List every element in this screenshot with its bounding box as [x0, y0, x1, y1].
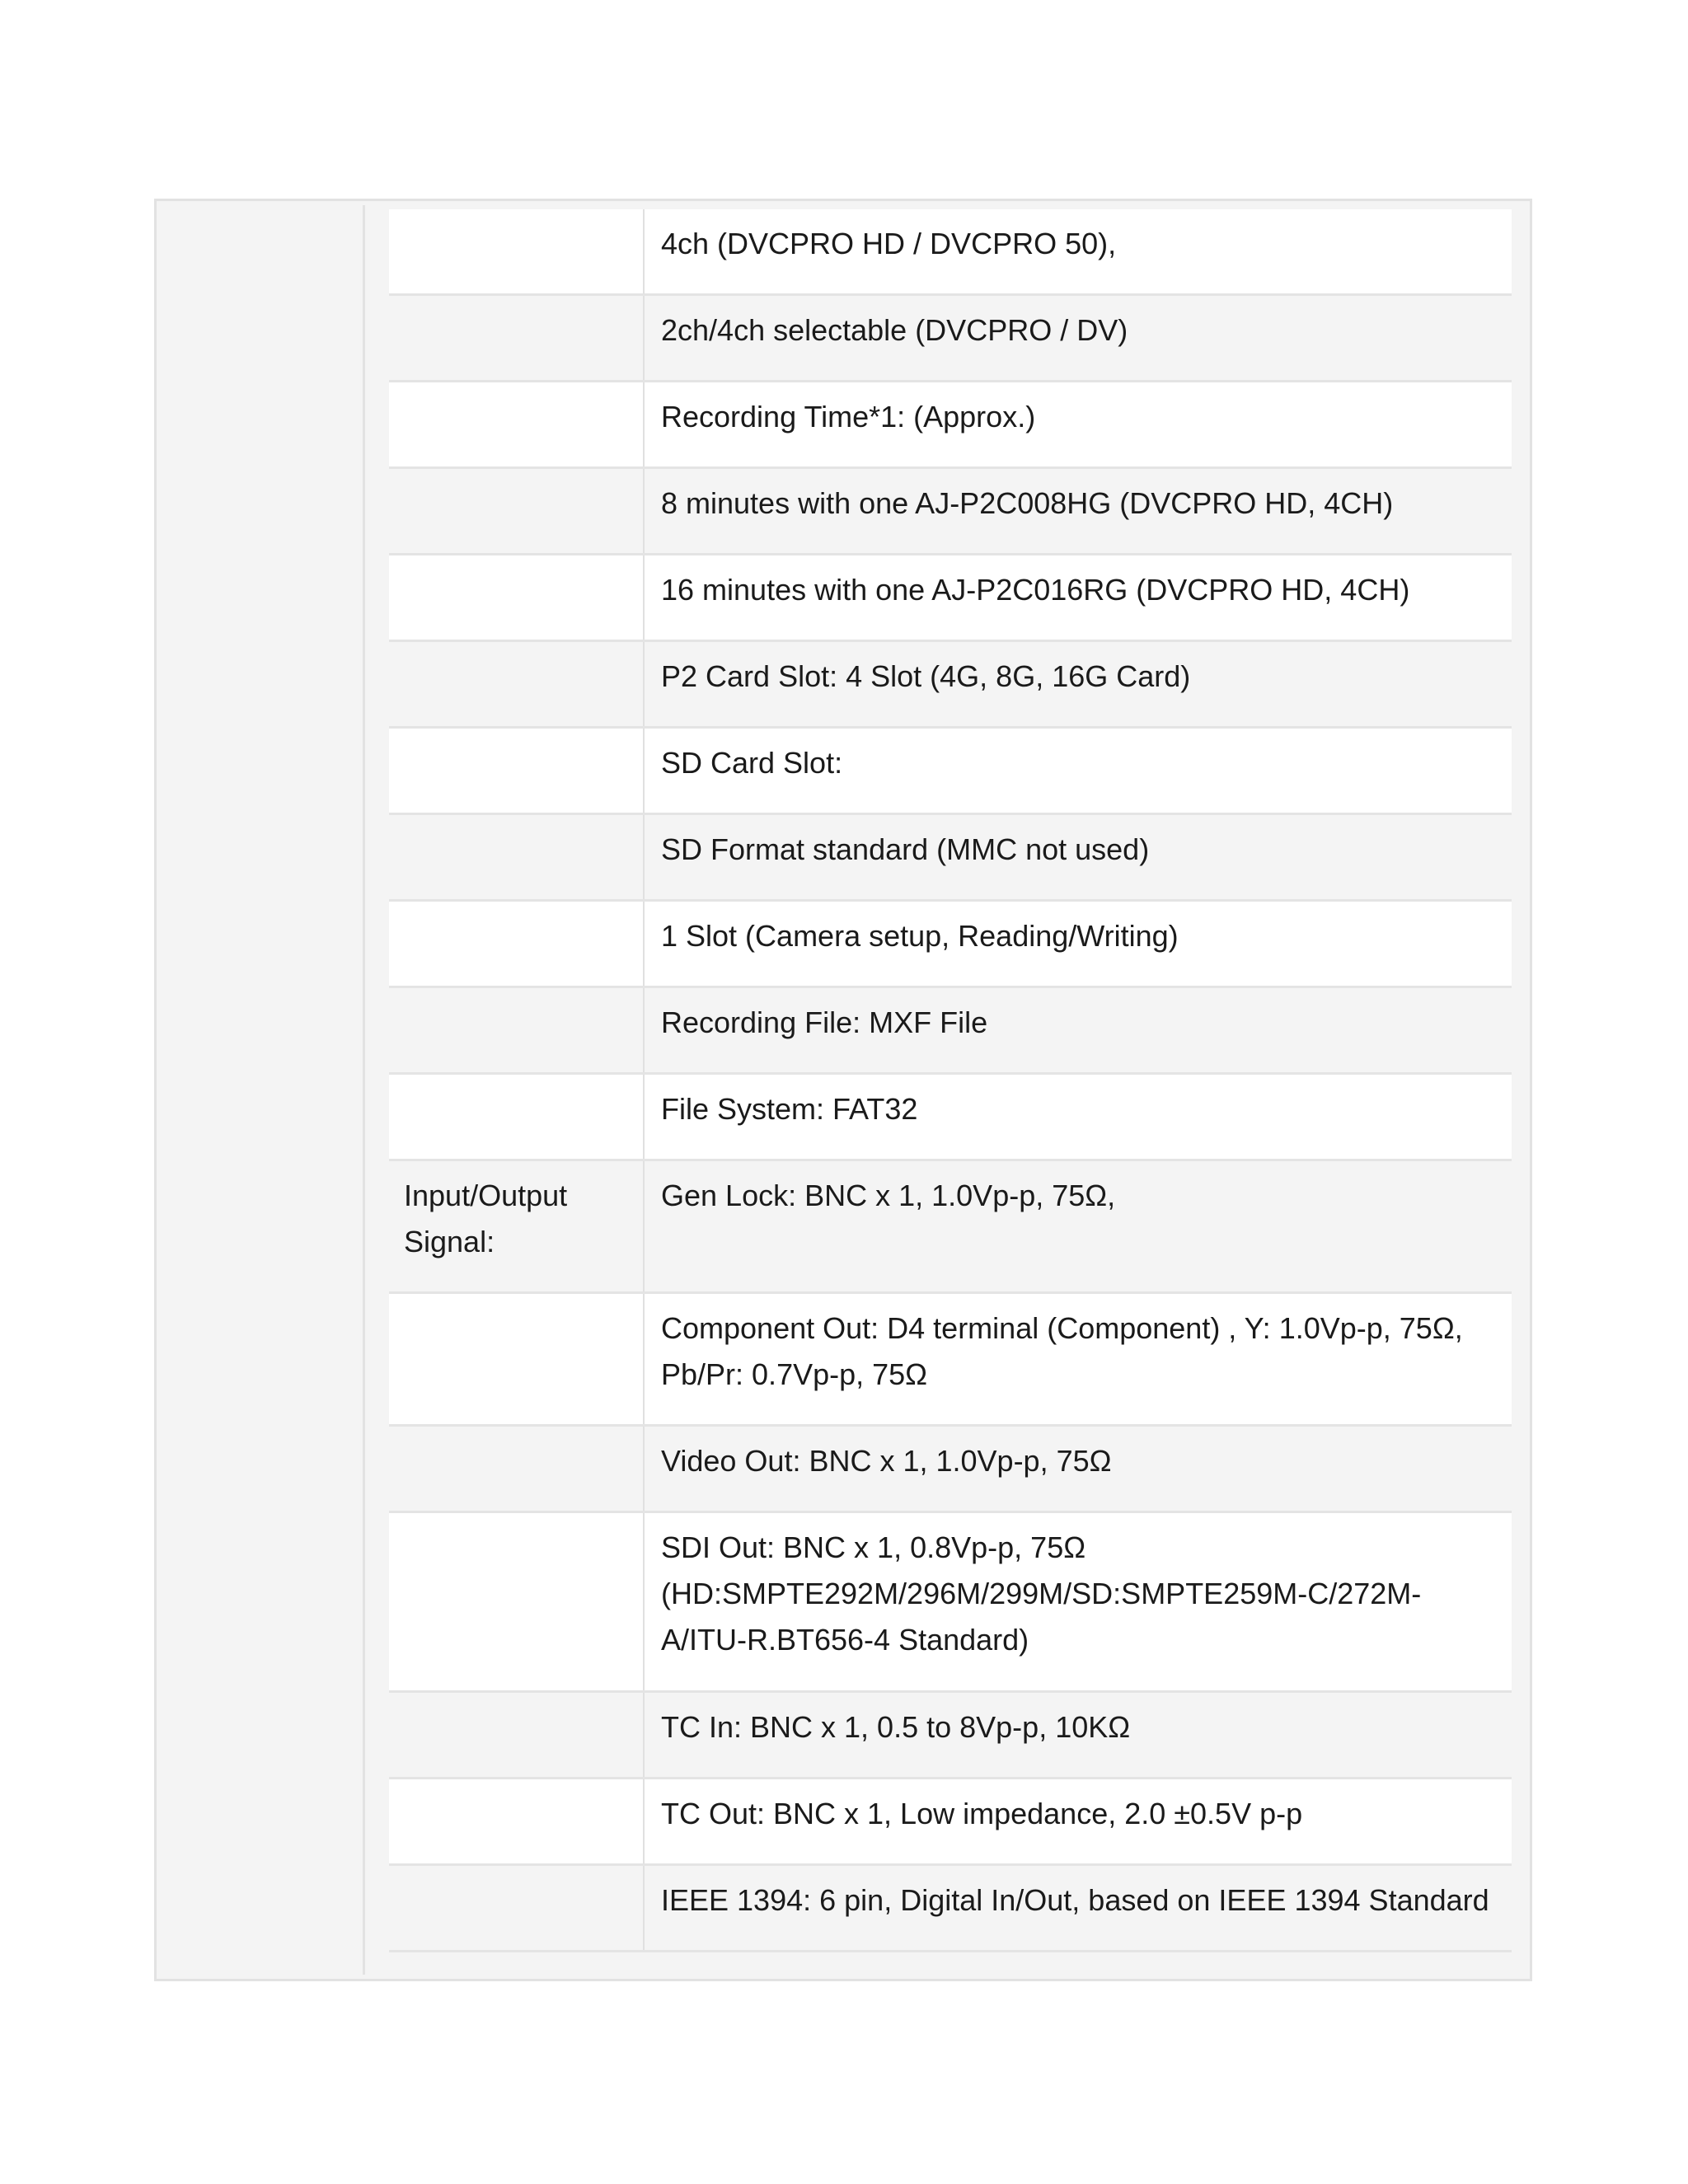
row-label — [389, 296, 645, 380]
table-row — [389, 815, 1512, 902]
table-row — [389, 382, 1512, 469]
row-label — [389, 1294, 645, 1424]
row-label — [389, 1513, 645, 1690]
table-row — [389, 1779, 1512, 1866]
table-row — [389, 555, 1512, 642]
row-label — [389, 642, 645, 726]
row-label — [389, 988, 645, 1072]
table-row — [389, 1294, 1512, 1427]
row-value: IEEE 1394: 6 pin, Digital In/Out, based on IEEE 1394 Standard — [661, 1883, 1489, 1917]
row-value: Component Out: D4 terminal (Component) , Y: 1.0Vp-p, 75Ω, Pb/Pr: 0.7Vp-p, 75Ω — [661, 1311, 1463, 1391]
row-label — [389, 1693, 645, 1777]
row-label — [389, 382, 645, 466]
table-row — [389, 988, 1512, 1075]
row-label — [389, 469, 645, 553]
row-label — [389, 1866, 645, 1950]
row-value: SDI Out: BNC x 1, 0.8Vp-p, 75Ω (HD:SMPTE292M/296M/299M/SD:SMPTE259M-C/272M- A/ITU-R.BT656-4 Standard) — [661, 1530, 1422, 1657]
row-label — [389, 1075, 645, 1159]
row-label — [389, 1427, 645, 1511]
table-row — [389, 642, 1512, 729]
row-value: Gen Lock: BNC x 1, 1.0Vp-p, 75Ω, — [661, 1179, 1116, 1212]
row-label — [389, 902, 645, 986]
table-row — [389, 1513, 1512, 1693]
row-value: File System: FAT32 — [661, 1092, 918, 1126]
row-label — [389, 209, 645, 293]
table-row — [389, 1161, 1512, 1294]
spec-table — [154, 199, 1532, 1981]
row-value: 4ch (DVCPRO HD / DVCPRO 50), — [661, 227, 1117, 260]
row-label: Input/Output Signal: — [389, 1161, 645, 1291]
row-value: 16 minutes with one AJ-P2C016RG (DVCPRO HD, 4CH) — [661, 573, 1410, 607]
row-value: P2 Card Slot: 4 Slot (4G, 8G, 16G Card) — [661, 659, 1191, 693]
row-value: SD Card Slot: — [661, 746, 843, 780]
table-row — [389, 1693, 1512, 1779]
row-value: Video Out: BNC x 1, 1.0Vp-p, 75Ω — [661, 1444, 1112, 1478]
spec-table-body — [389, 209, 1512, 1952]
table-row — [389, 902, 1512, 988]
table-row — [389, 469, 1512, 555]
row-value: SD Format standard (MMC not used) — [661, 832, 1150, 866]
spec-table-left-column — [161, 205, 365, 1975]
table-row — [389, 729, 1512, 815]
row-label — [389, 815, 645, 899]
table-row — [389, 209, 1512, 296]
row-label — [389, 1779, 645, 1863]
row-value: 2ch/4ch selectable (DVCPRO / DV) — [661, 313, 1128, 347]
table-row — [389, 1866, 1512, 1952]
row-value: 8 minutes with one AJ-P2C008HG (DVCPRO HD, 4CH) — [661, 486, 1394, 520]
table-row — [389, 296, 1512, 382]
row-value: TC Out: BNC x 1, Low impedance, 2.0 ±0.5V p-p — [661, 1797, 1303, 1830]
row-label — [389, 555, 645, 640]
row-value: Recording File: MXF File — [661, 1005, 988, 1039]
table-row — [389, 1427, 1512, 1513]
row-value: TC In: BNC x 1, 0.5 to 8Vp-p, 10KΩ — [661, 1710, 1131, 1744]
row-value: 1 Slot (Camera setup, Reading/Writing) — [661, 919, 1179, 953]
row-label — [389, 729, 645, 813]
row-value: Recording Time*1: (Approx.) — [661, 400, 1036, 434]
table-row — [389, 1075, 1512, 1161]
